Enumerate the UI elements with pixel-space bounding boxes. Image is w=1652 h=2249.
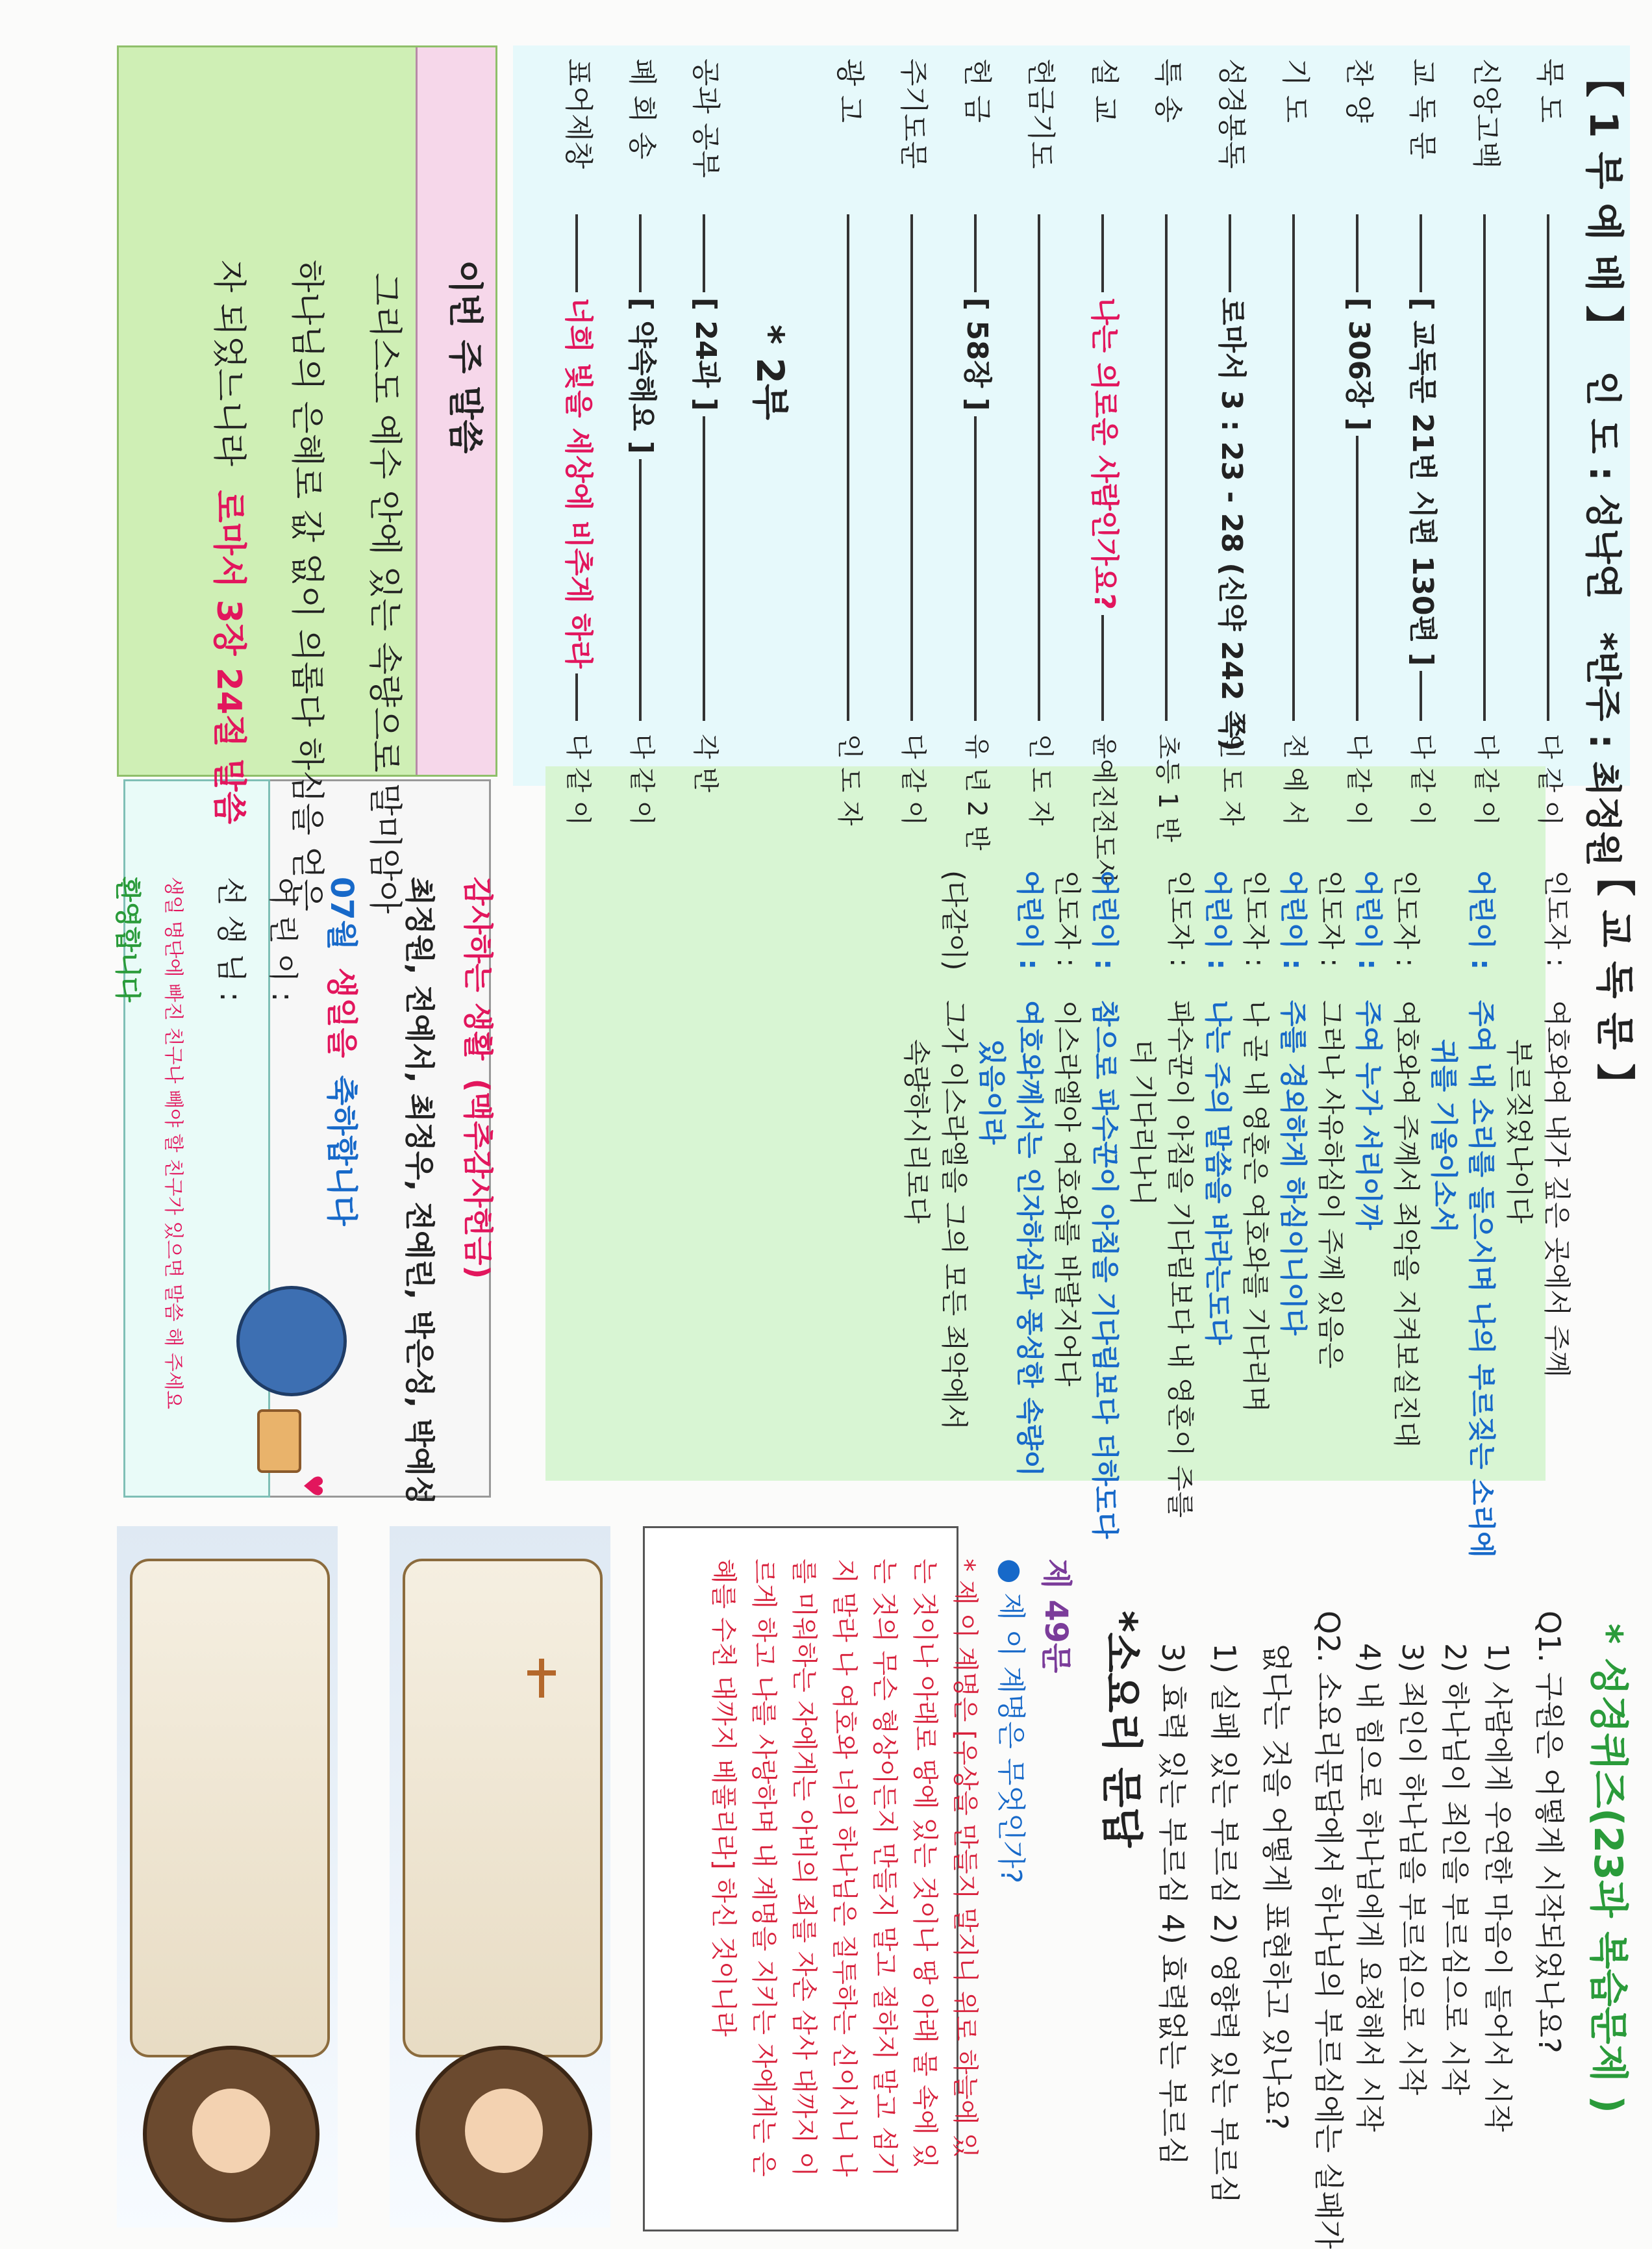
catechism-answer-line: 를 미워하는 자에게는 아비의 죄를 자손 삼사 대까지 이: [789, 1559, 819, 2177]
worship-row-label: 광 고: [833, 58, 866, 123]
responsive-text: 속량하시리로다: [901, 1039, 932, 1224]
worship-row-line: [703, 214, 705, 721]
responsive-speaker: 어린이 :: [1353, 870, 1384, 970]
responsive-line: [1275, 870, 1310, 1335]
worship-row-person: 다 같 이: [627, 734, 657, 826]
responsive-speaker: 어린이 :: [1466, 870, 1497, 970]
catechism-answer-line: 는 것이나 아래로 땅에 있는 것이나 땅 아래 물 속에 있: [910, 1559, 940, 2168]
worship-row-label: 헌 금: [960, 58, 994, 123]
quiz-q1-option: 2) 하나님이 죄인을 부르심으로 시작: [1438, 1643, 1471, 2096]
quiz-q2-line1: Q2. 소요리문답에서 하나님의 부르심에는 실패가: [1311, 1611, 1346, 2249]
responsive-text: 나는 주의 말씀을 바라는도다: [1202, 1000, 1234, 1345]
weekly-verse-line3: [208, 260, 249, 824]
weekly-verse-line1: 그리스도 예수 안에 있는 속량으로 말미암아: [365, 273, 404, 914]
worship-row-person: 각 반: [690, 734, 720, 792]
responsive-speaker: 인도자 :: [1051, 870, 1083, 968]
offering-heading: [460, 877, 496, 1279]
worship-row-label: 교 독 문: [1406, 58, 1439, 160]
worship-row-detail: 너희 빛을 세상에 비추게 하라: [560, 292, 596, 673]
worship-row-detail: [ 교독문 21번 시편 130편 ]: [1404, 292, 1440, 671]
offering-names: 최정원, 전예서, 최정우, 전예린, 박은성, 박예성: [402, 877, 437, 1505]
worship-row-person: 윤예진전도사: [1089, 734, 1119, 885]
worship-row-person: 다 같 이: [563, 734, 593, 826]
worship-row-person: 다 같 이: [898, 734, 928, 826]
responsive-text: 여호와께서는 인자하심과 풍성한 속량이: [1014, 1000, 1045, 1477]
responsive-line: [936, 870, 971, 1430]
worship-row-person: 다 같 이: [1471, 734, 1501, 826]
responsive-line: [1351, 870, 1386, 1230]
worship-row-detail: 나는 의로운 사람인가요?: [1086, 292, 1122, 615]
worship-row-line: [639, 214, 642, 721]
birthday-congrats: 축하합니다: [323, 1075, 360, 1226]
responsive-line: [899, 870, 934, 1224]
responsive-text: 주를 경외하게 하심이니이다: [1277, 1000, 1309, 1336]
quiz-q1-option: 1) 사람에게 우연한 마음이 들어서 시작: [1481, 1643, 1514, 2132]
offering-title: 감사하는 생활: [460, 877, 495, 1061]
worship-row-label: 공과 공부: [689, 58, 722, 179]
birthday-kids: 어 린 이 :: [266, 877, 301, 1002]
responsive-line: [1012, 870, 1047, 1477]
responsive-speaker: 인도자 :: [1240, 870, 1271, 968]
heart-icon: ♥: [297, 1474, 327, 1498]
responsive-text: 주여 내 소리를 들으시며 나의 부르짖는 소리에: [1466, 1000, 1497, 1558]
responsive-speaker: 인도자 :: [1541, 870, 1573, 968]
worship-title-text: 【 1 부 예 배 】: [1581, 58, 1626, 345]
responsive-line: [1238, 870, 1273, 1413]
responsive-line: [1426, 870, 1461, 1233]
responsive-text: 부르짖었나이다: [1503, 1039, 1535, 1224]
responsive-line: [1313, 870, 1348, 1369]
birthday-teachers: 선 생 님 :: [214, 877, 249, 1002]
weekly-verse-reference: 로마서 3장 24절 말씀: [209, 490, 248, 824]
worship-row-person: 전 예 서: [1280, 734, 1310, 826]
worship-row-label: 폐 회 송: [625, 58, 658, 160]
worship-row-label: 표어제창: [562, 58, 595, 170]
birthday-note: 생일 명단에 빠진 친구나 빼야 할 친구가 있으면 말씀 해 주세요: [162, 877, 184, 1409]
worship-row-detail: 로마서 3 : 23 - 28 (신약 242 쪽): [1213, 292, 1249, 757]
responsive-line: [1087, 870, 1122, 1539]
responsive-text: 이스라엘아 여호와를 바랄지어다: [1051, 1000, 1083, 1387]
responsive-line: [1200, 870, 1235, 1345]
responsive-line: [1125, 870, 1160, 1206]
worship-row-detail: [ 24과 ]: [687, 292, 723, 416]
quiz-q2-line2: 없다는 것을 어떻게 표현하고 있나요?: [1259, 1643, 1294, 2130]
weekly-verse-title: 이번 주 말씀: [445, 260, 486, 454]
worship-row-line: [1165, 214, 1168, 721]
worship-row-label: 찬 양: [1342, 58, 1375, 123]
worship-row-detail: [ 58장 ]: [958, 292, 995, 416]
offering-subtitle: (맥추감사헌금): [460, 1078, 495, 1279]
worship-row-detail: [ 약속해요 ]: [623, 292, 660, 459]
responsive-speaker: 어린이 :: [1014, 870, 1045, 970]
worship-row-line: [974, 214, 977, 721]
worship-row-line: [1547, 214, 1549, 721]
catechism-answer-line: * 제 이 계명은 [우상을 만들지 말지니 위로 하늘에 있: [950, 1559, 980, 2158]
part2-heading: * 2부: [748, 325, 792, 420]
quiz-q1-option: 3) 죄인이 하나님을 부르심으로 시작: [1395, 1643, 1429, 2096]
birthday-character-icon: [236, 1286, 347, 1396]
quiz-title: * 성경퀴즈(23과 복습문제 ): [1585, 1624, 1631, 2114]
worship-row-person: 다 같 이: [1407, 734, 1437, 826]
worship-accompanist-text: *반주 : 최정원: [1581, 632, 1623, 867]
responsive-line: [1049, 870, 1084, 1387]
worship-row-label: 신앙고백: [1470, 58, 1503, 170]
catechism-answer-line: 르게 하고 나를 사랑하며 내 계명을 지키는 자에게는 은: [749, 1559, 779, 2177]
responsive-speaker: (다같이): [938, 870, 970, 971]
worship-heading: [1579, 58, 1626, 866]
worship-row-label: 묵 도: [1533, 58, 1566, 123]
worship-row-line: [847, 214, 849, 721]
weekly-verse-line2: 하나님의 은혜로 값 없이 의롭다 하심을 얻은: [287, 260, 326, 912]
responsive-line: [974, 870, 1009, 1144]
responsive-text: 나 곧 내 영혼은 여호와를 기다리며: [1240, 1000, 1271, 1413]
welcome-text: 환영합니다: [112, 877, 142, 1003]
worship-row-label: 특 송: [1151, 58, 1184, 123]
worship-row-line: [1356, 214, 1358, 721]
responsive-speaker: 어린이 :: [1277, 870, 1309, 970]
responsive-text: 참으로 파수꾼이 아침을 기다림보다 더하도다: [1089, 1000, 1121, 1539]
weekly-verse-line3-text: 자 되었느니라: [209, 260, 248, 466]
responsive-text: 더 기다리나니: [1127, 1039, 1158, 1206]
quiz-q2-options-2: 3) 효력 있는 부르심 4) 효력없는 부르심: [1155, 1643, 1190, 2166]
responsive-speaker: 어린이 :: [1202, 870, 1234, 970]
responsive-text: 여호와여 내가 깊은 곳에서 주께: [1541, 1000, 1573, 1377]
worship-leader-text: 인 도 : 성낙연: [1581, 370, 1623, 599]
worship-row-detail: [ 306장 ]: [1340, 292, 1377, 436]
worship-row-label: 주기도문: [897, 58, 930, 170]
responsive-line: [1162, 870, 1197, 1518]
catechism-answer-line: 는 것의 무슨 형상이든지 만들지 말고 절하지 말고 섬기: [870, 1559, 899, 2177]
responsive-text: 파수꾼이 아침을 기다림보다 내 영혼이 주를: [1164, 1000, 1196, 1518]
responsive-text: 그러나 사유하심이 주께 있음은: [1315, 1000, 1347, 1369]
catechism-question: ● 제 이 계명은 무엇인가?: [994, 1559, 1027, 1884]
responsive-speaker: 인도자 :: [1164, 870, 1196, 968]
responsive-speaker: 인도자 :: [1315, 870, 1347, 968]
responsive-text: 귀를 기울이소서: [1428, 1039, 1460, 1233]
worship-row-person: 다 같 이: [1534, 734, 1564, 826]
responsive-line: [1464, 870, 1499, 1558]
responsive-text: 있음이라: [976, 1039, 1008, 1145]
birthday-headline: [323, 877, 360, 1226]
quiz-q1-option: 4) 내 힘으로 하나님에게 요청해서 시작: [1353, 1643, 1386, 2132]
worship-row-person: 인 도 자: [1025, 734, 1055, 826]
responsive-title: 【 교 독 문 】: [1592, 857, 1637, 1103]
worship-row-line: [910, 214, 913, 721]
worship-row-line: [1038, 214, 1040, 721]
worship-row-person: 다 같 이: [1344, 734, 1373, 826]
responsive-text: 그가 이스라엘을 그의 모든 죄악에서: [938, 1000, 970, 1430]
worship-row-person: 인 도 자: [834, 734, 864, 826]
quiz-q2-options-1: 1) 실패 있는 부르심 2) 영향력 있는 부르심: [1207, 1643, 1242, 2204]
quiz-q1: Q1. 구원은 어떻게 시작되었나요?: [1532, 1611, 1567, 2054]
responsive-line: [1539, 870, 1574, 1377]
responsive-line: [1501, 870, 1536, 1224]
cake-icon: [257, 1409, 301, 1473]
worship-row-label: 설 교: [1088, 58, 1121, 123]
birthday-month: 07월: [323, 877, 360, 951]
worship-row-line: [1483, 214, 1486, 721]
worship-row-label: 기 도: [1279, 58, 1312, 123]
catechism-answer-line: 혜를 수천 대까지 베풀리라] 하신 것이니라: [708, 1559, 738, 2037]
birthday-word: 생일을: [323, 967, 360, 1058]
catechism-number: 제 49문: [1038, 1559, 1074, 1674]
responsive-speaker: 어린이 :: [1089, 870, 1121, 970]
responsive-speaker: 인도자 :: [1390, 870, 1422, 968]
worship-row-person: 유 년 2 반: [962, 734, 992, 851]
responsive-line: [1388, 870, 1423, 1448]
responsive-text: 여호와여 주께서 죄악을 지켜보실진대: [1390, 1000, 1422, 1448]
worship-row-label: 성경봉독: [1215, 58, 1248, 170]
worship-row-line: [1292, 214, 1295, 721]
worship-row-label: 헌금기도: [1024, 58, 1057, 170]
worship-row-person: 초등 1 반: [1153, 734, 1183, 842]
catechism-answer-line: 지 말라 나 여호와 너의 하나님은 질투하는 신이시니 나: [829, 1559, 859, 2177]
worship-row-person: 인 도 자: [1216, 734, 1246, 826]
responsive-text: 주여 누가 서리이까: [1353, 1000, 1384, 1230]
catechism-title: *소요리 문답: [1097, 1611, 1145, 1848]
